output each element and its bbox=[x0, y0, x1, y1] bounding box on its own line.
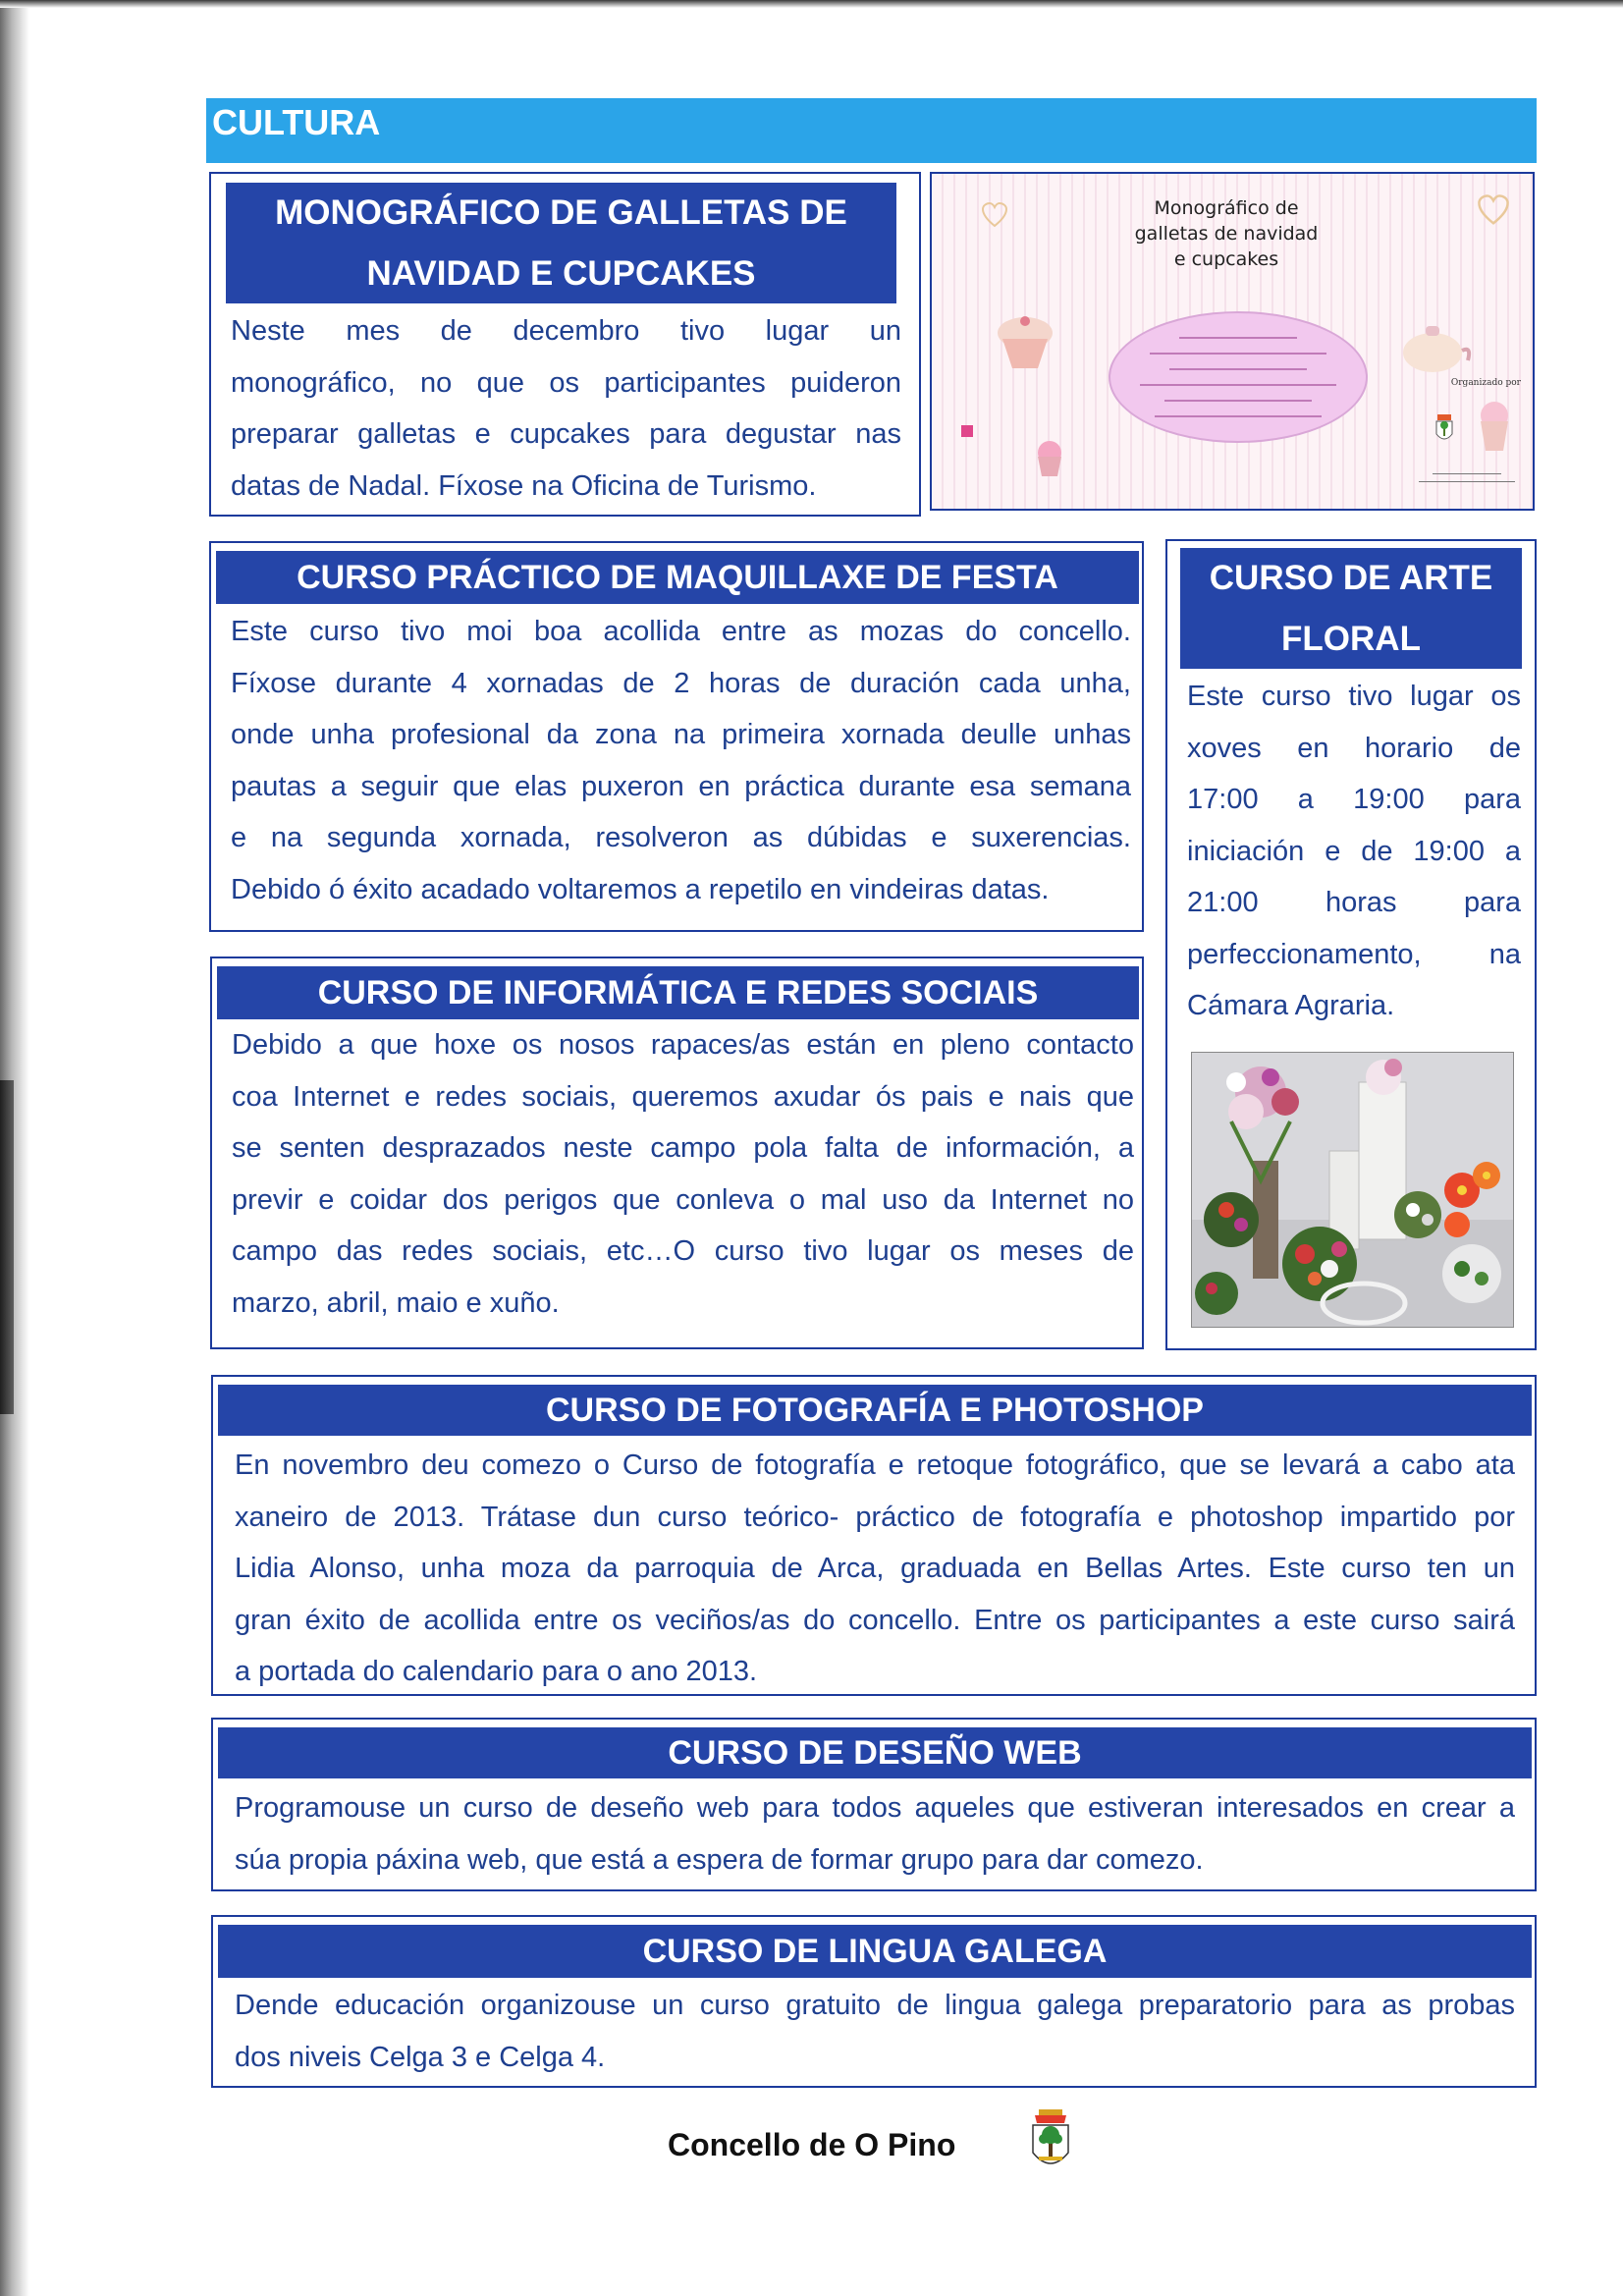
section-header-cultura: CULTURA bbox=[206, 98, 1537, 163]
maquillaxe-text bbox=[231, 606, 1131, 915]
arte-floral-title-line: FLORAL bbox=[1281, 620, 1421, 658]
lingua-galega-box bbox=[211, 1915, 1537, 2088]
maquillaxe-title: CURSO PRÁCTICO DE MAQUILLAXE DE FESTA bbox=[216, 551, 1139, 604]
text-line: e na segunda xornada, resolveron as dúbidas e suxerencias. bbox=[231, 822, 1131, 853]
poster-title-line: galletas de navidad bbox=[1134, 223, 1319, 245]
text-line: onde unha profesional da zona na primeira xornada deulle unhas bbox=[231, 719, 1131, 750]
coat-of-arms-icon bbox=[1029, 2109, 1072, 2178]
text-line: marzo, abril, maio e xuño. bbox=[232, 1286, 560, 1319]
heart-decoration-icon bbox=[981, 201, 1008, 229]
fotografia-title: CURSO DE FOTOGRAFÍA E PHOTOSHOP bbox=[218, 1385, 1532, 1436]
galletas-text bbox=[231, 305, 901, 512]
poster-fine-print bbox=[1419, 481, 1515, 482]
text-line: iniciación e de 19:00 a bbox=[1187, 835, 1521, 867]
poster-title-line: e cupcakes bbox=[1173, 248, 1279, 270]
informatica-box bbox=[210, 957, 1144, 1349]
text-line: 21:00 horas para bbox=[1187, 887, 1521, 918]
text-line: Fíxose durante 4 xornadas de 2 horas de duración cada unha, bbox=[231, 667, 1131, 699]
crest-icon bbox=[1434, 414, 1454, 444]
fotografia-box bbox=[211, 1375, 1537, 1696]
poster-title-line: Monográfico de bbox=[1154, 197, 1299, 219]
lingua-galega-title: CURSO DE LINGUA GALEGA bbox=[218, 1925, 1532, 1978]
lingua-galega-text bbox=[235, 1980, 1515, 2083]
poster-fine-print bbox=[1433, 473, 1501, 474]
poster-info-oval bbox=[1109, 311, 1368, 443]
text-line: Cámara Agraria. bbox=[1187, 990, 1395, 1021]
pink-cupcake-icon bbox=[1475, 400, 1514, 454]
text-line: dos niveis Celga 3 e Celga 4. bbox=[235, 2041, 606, 2073]
cupcakes-poster-image bbox=[930, 172, 1535, 511]
text-line: Debido ó éxito acadado voltaremos a repetilo en vindeiras datas. bbox=[231, 873, 1050, 905]
text-line: se senten desprazados neste campo pola falta de información, a bbox=[232, 1132, 1134, 1164]
galletas-title bbox=[226, 183, 896, 303]
poster-info-line bbox=[1179, 337, 1297, 339]
arte-floral-title bbox=[1180, 548, 1522, 669]
deseno-web-title: CURSO DE DESEÑO WEB bbox=[218, 1727, 1532, 1778]
galletas-box bbox=[209, 172, 921, 517]
text-line: pautas a seguir que elas puxeron en práctica durante esa semana bbox=[231, 770, 1131, 802]
footer-concello: Concello de O Pino bbox=[668, 2127, 956, 2162]
text-line: perfeccionamento, na bbox=[1187, 938, 1521, 970]
text-line: xoves en horario de bbox=[1187, 732, 1521, 764]
poster-info-line bbox=[1140, 384, 1336, 386]
text-line: En novembro deu comezo o Curso de fotografía e retoque fotográfico, que se levará a cabo ata bbox=[235, 1449, 1515, 1481]
cupcake-decoration-icon bbox=[991, 311, 1059, 370]
arte-floral-text bbox=[1187, 671, 1521, 1032]
text-line: xaneiro de 2013. Trátase dun curso teórico- práctico de fotografía e photoshop impartido por bbox=[235, 1501, 1515, 1533]
text-line: campo das redes sociais, etc…O curso tivo lugar os meses de bbox=[232, 1235, 1134, 1267]
informatica-text bbox=[232, 1019, 1134, 1329]
flower-photo-illustration bbox=[1192, 1053, 1513, 1327]
text-line: coa Internet e redes sociais, queremos axudar ós pais e nais que bbox=[232, 1080, 1134, 1113]
text-line: Este curso tivo moi boa acollida entre as mozas do concello. bbox=[231, 616, 1131, 647]
text-line: a portada do calendario para o ano 2013. bbox=[235, 1656, 758, 1687]
heart-decoration-icon bbox=[1477, 193, 1510, 227]
text-line: Este curso tivo lugar os bbox=[1187, 681, 1521, 712]
text-line: datas de Nadal. Fíxose na Oficina de Turismo. bbox=[231, 469, 817, 502]
deseno-web-box bbox=[211, 1718, 1537, 1891]
poster-info-line bbox=[1169, 368, 1307, 370]
fotografia-text bbox=[235, 1440, 1515, 1698]
text-line: preparar galletas e cupcakes para degustar nas bbox=[231, 418, 901, 450]
text-line: súa propia páxina web, que está a espera de formar grupo para dar comezo. bbox=[235, 1843, 1204, 1876]
text-line: Neste mes de decembro tivo lugar un bbox=[231, 315, 901, 347]
deseno-web-text bbox=[235, 1782, 1515, 1886]
text-line: Dende educación organizouse un curso gratuito de lingua galega preparatorio para as probas bbox=[235, 1990, 1515, 2021]
text-line: monográfico, no que os participantes puideron bbox=[231, 366, 901, 399]
text-line: Programouse un curso de deseño web para todos aqueles que estiveran interesados en crear a bbox=[235, 1792, 1515, 1824]
poster-title bbox=[1079, 195, 1374, 272]
poster-info-line bbox=[1155, 415, 1322, 417]
galletas-title-line: NAVIDAD E CUPCAKES bbox=[366, 254, 756, 293]
pink-dot-icon bbox=[961, 424, 973, 436]
text-line: 17:00 a 19:00 para bbox=[1187, 784, 1521, 815]
flower-arrangement-photo bbox=[1191, 1052, 1514, 1328]
maquillaxe-box bbox=[209, 541, 1144, 932]
poster-info-line bbox=[1150, 353, 1326, 355]
scan-top-edge bbox=[0, 0, 1623, 8]
scan-edge-dark bbox=[0, 1080, 14, 1414]
text-line: previr e coidar dos perigos que conleva o mal uso da Internet no bbox=[232, 1183, 1134, 1216]
informatica-title: CURSO DE INFORMÁTICA E REDES SOCIAIS bbox=[217, 966, 1139, 1019]
pink-cupcake-icon bbox=[1030, 439, 1069, 478]
poster-info-line bbox=[1164, 400, 1312, 402]
text-line: Debido a que hoxe os nosos rapaces/as están en pleno contacto bbox=[232, 1029, 1134, 1061]
teapot-decoration-icon bbox=[1393, 321, 1472, 375]
text-line: gran éxito de acollida entre os veciños/as do concello. Entre os participantes a este curso sairá bbox=[235, 1604, 1515, 1636]
arte-floral-title-line: CURSO DE ARTE bbox=[1209, 559, 1493, 597]
text-line: Lidia Alonso, unha moza da parroquia de Arca, graduada en Bellas Artes. Este curso ten un bbox=[235, 1553, 1515, 1584]
galletas-title-line: MONOGRÁFICO DE GALLETAS DE bbox=[275, 193, 847, 232]
poster-concellaria bbox=[1413, 468, 1521, 489]
poster-organizer: Organizado por bbox=[1450, 378, 1521, 388]
